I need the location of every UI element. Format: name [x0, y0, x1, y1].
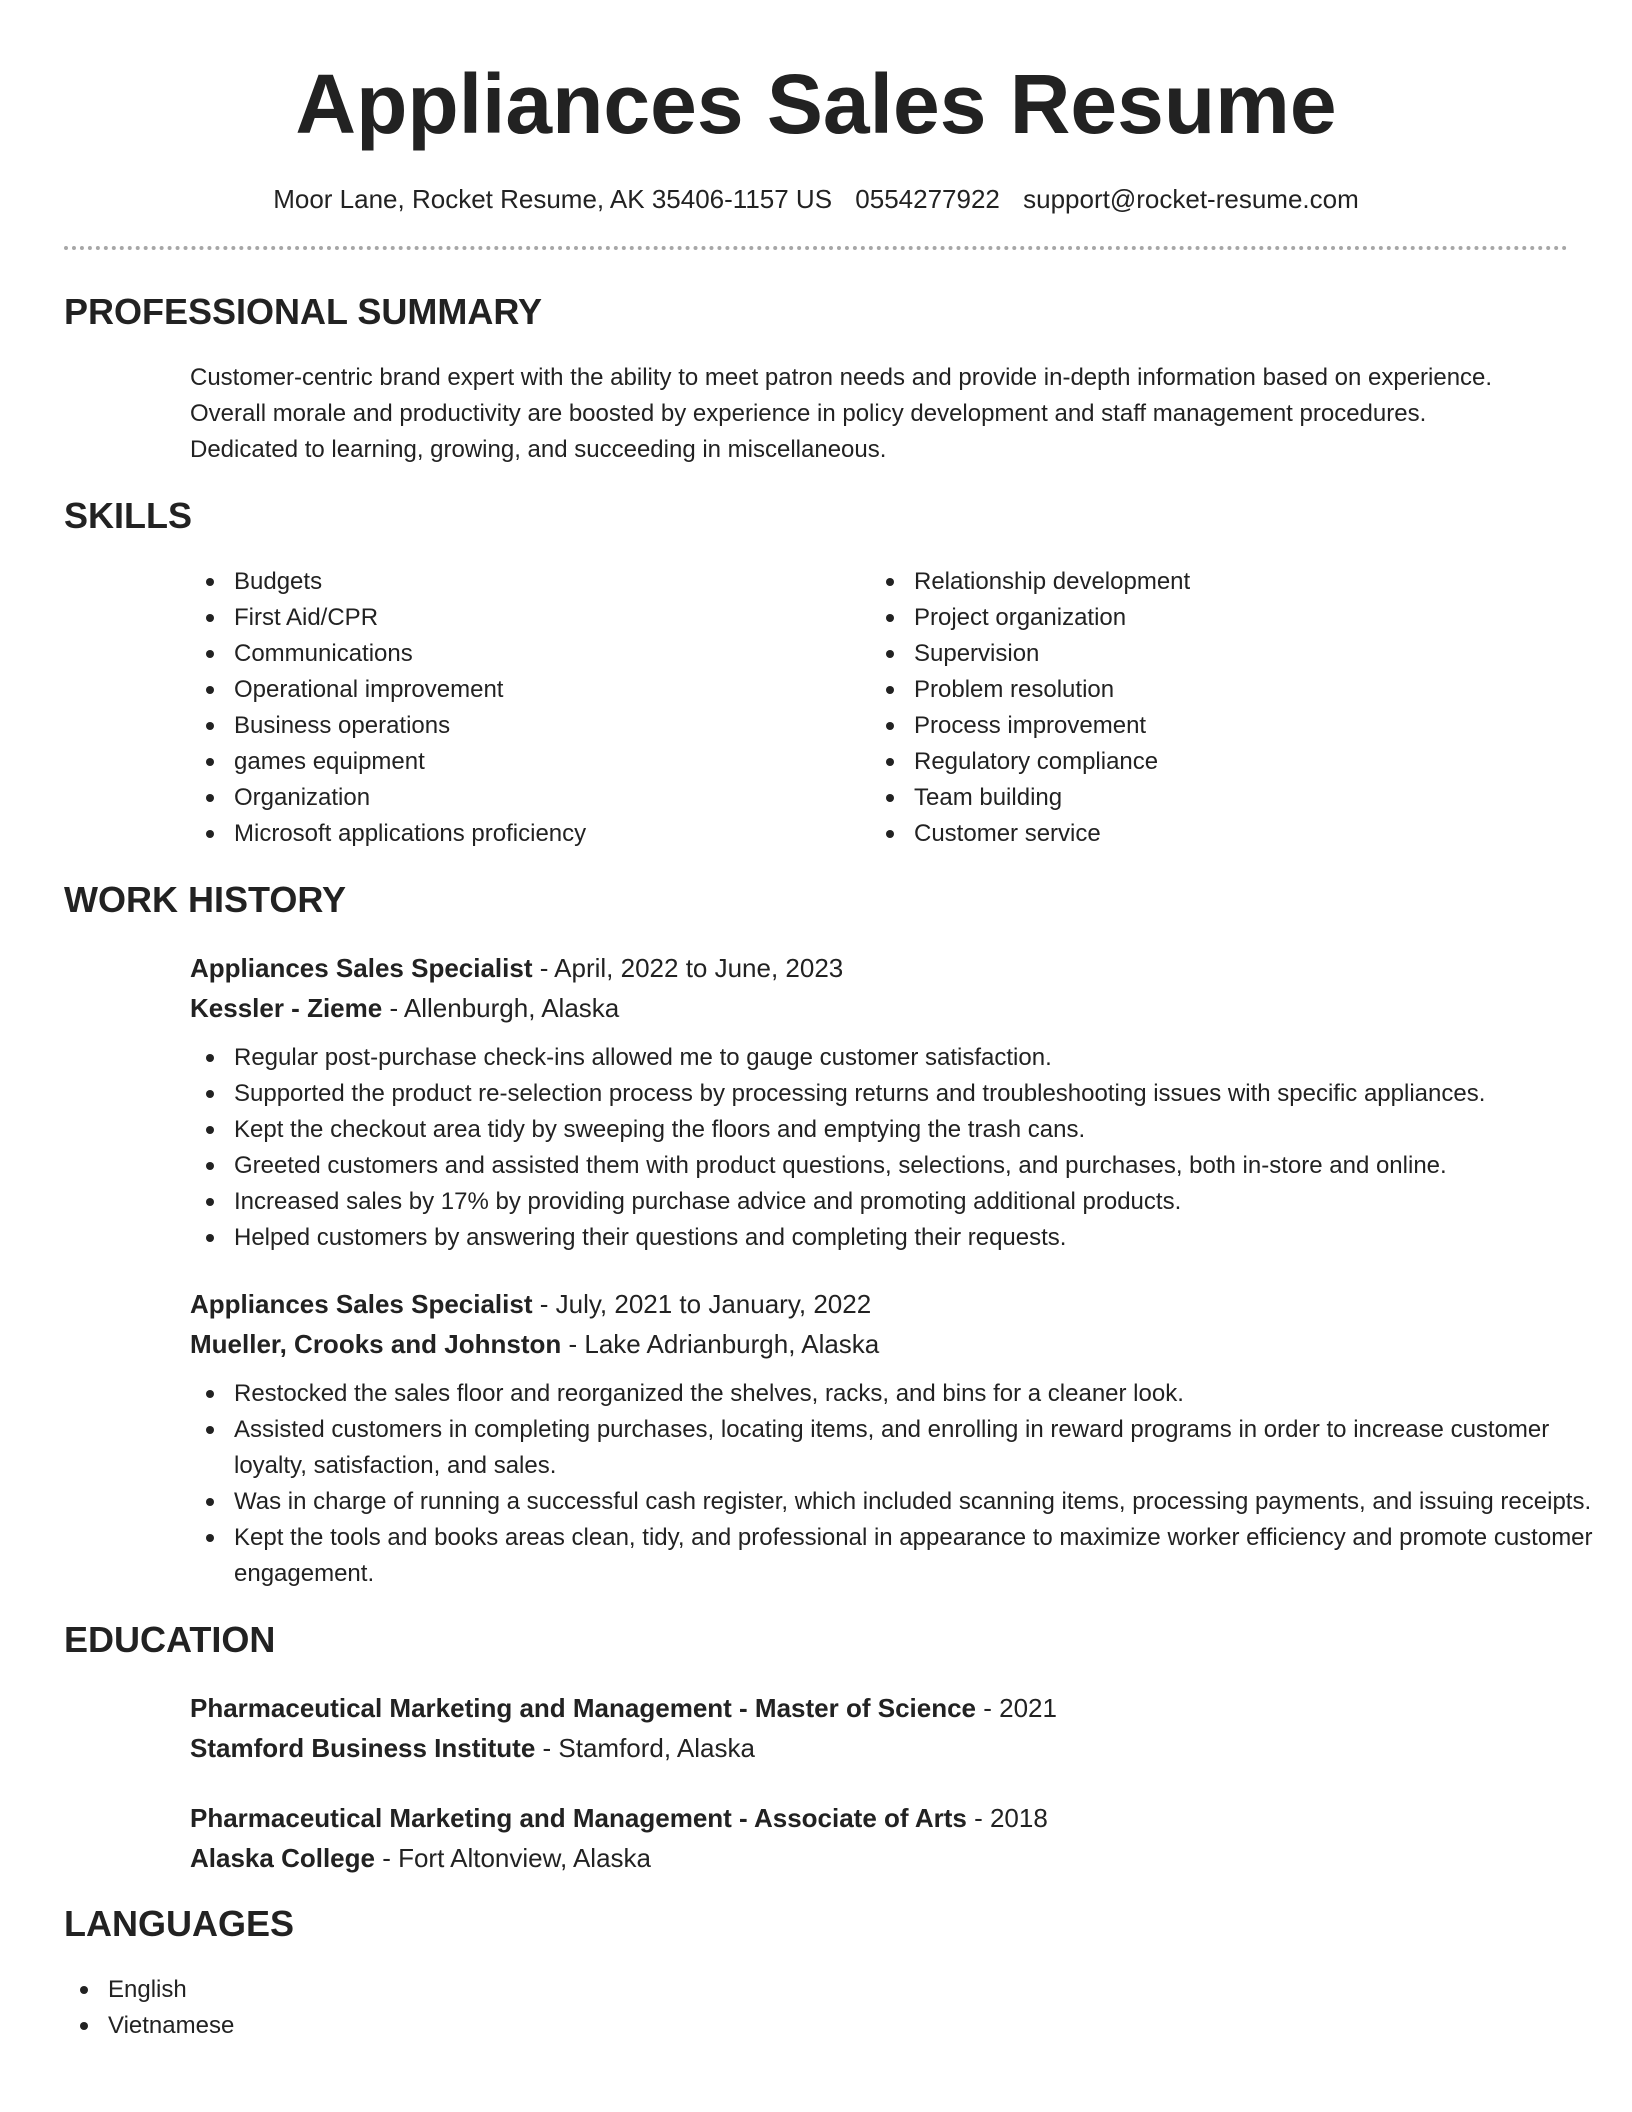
skill-label: Regulatory compliance — [914, 748, 1159, 775]
bullet-dot — [886, 830, 894, 838]
bullet-dot — [206, 1390, 214, 1398]
job-company: Mueller, Crooks and Johnston — [190, 1329, 562, 1359]
education-degree: Pharmaceutical Marketing and Management - Associate of Arts — [190, 1803, 967, 1833]
skill-item — [870, 636, 1550, 672]
education-year: - 2018 — [966, 1803, 1048, 1833]
language-item — [64, 1972, 1568, 2008]
job-bullet-text: Kept the tools and books areas clean, tidy, and professional in appearance to maximize worker efficiency and promote customer engagement. — [234, 1524, 1593, 1587]
bullet-dot — [206, 650, 214, 658]
education-school-line — [190, 1838, 1568, 1878]
skill-item — [870, 780, 1550, 816]
bullet-dot — [206, 578, 214, 586]
summary-text — [190, 360, 1610, 468]
contact-address: Moor Lane, Rocket Resume, AK 35406-1157 US — [273, 184, 833, 214]
skill-label: Supervision — [914, 640, 1040, 667]
education-heading: EDUCATION — [64, 1619, 276, 1660]
job-bullet-text: Supported the product re-selection process by processing returns and troubleshooting issues with specific appliances. — [234, 1080, 1486, 1107]
job-dates: - July, 2021 to January, 2022 — [532, 1289, 872, 1319]
education-degree-line — [190, 1798, 1568, 1838]
language-item — [64, 2008, 1568, 2044]
job-entry — [190, 1284, 1593, 1592]
skill-item — [190, 672, 870, 708]
skills-column-left — [190, 564, 870, 852]
job-bullet-text: Restocked the sales floor and reorganized the shelves, racks, and bins for a cleaner look. — [234, 1380, 1184, 1407]
job-title-line — [190, 1284, 1568, 1324]
skill-item — [870, 744, 1550, 780]
job-bullet — [190, 1412, 1610, 1484]
skill-label: Problem resolution — [914, 676, 1115, 703]
skill-label: Business operations — [234, 712, 451, 739]
skill-item — [870, 816, 1550, 852]
skill-label: Microsoft applications proficiency — [234, 820, 587, 847]
job-bullet-text: Was in charge of running a successful cash register, which included scanning items, processing payments, and issuing receipts. — [234, 1488, 1592, 1515]
contact-line — [64, 182, 1568, 216]
languages-list — [64, 1972, 1568, 2044]
language-label: English — [108, 1976, 187, 2003]
skill-item — [190, 600, 870, 636]
bullet-dot — [886, 722, 894, 730]
skill-label: Team building — [914, 784, 1063, 811]
bullet-dot — [886, 758, 894, 766]
skill-label: Budgets — [234, 568, 323, 595]
job-company-line — [190, 1324, 1568, 1364]
skill-item — [190, 816, 870, 852]
education-school: Stamford Business Institute — [190, 1733, 536, 1763]
job-bullet — [190, 1040, 1610, 1076]
bullet-dot — [206, 686, 214, 694]
bullet-dot — [80, 1986, 88, 1994]
summary-heading: PROFESSIONAL SUMMARY — [64, 291, 543, 332]
education-school: Alaska College — [190, 1843, 375, 1873]
education-location: - Fort Altonview, Alaska — [374, 1843, 651, 1873]
bullet-dot — [206, 830, 214, 838]
education-entry — [190, 1688, 1568, 1768]
bullet-dot — [206, 1162, 214, 1170]
bullet-dot — [886, 686, 894, 694]
job-location: - Lake Adrianburgh, Alaska — [561, 1329, 880, 1359]
skill-item — [870, 600, 1550, 636]
work-history-heading: WORK HISTORY — [64, 879, 347, 920]
education-school-line — [190, 1728, 1568, 1768]
skill-label: First Aid/CPR — [234, 604, 379, 631]
education-degree: Pharmaceutical Marketing and Management - Master of Science — [190, 1693, 977, 1723]
bullet-dot — [206, 758, 214, 766]
resume-title: Appliances Sales Resume — [295, 57, 1337, 151]
skill-item — [870, 672, 1550, 708]
job-entry — [190, 948, 1568, 1256]
job-company-line — [190, 988, 1568, 1028]
job-bullet — [190, 1376, 1610, 1412]
skill-item — [190, 564, 870, 600]
job-bullet — [190, 1076, 1610, 1112]
skill-label: Project organization — [914, 604, 1127, 631]
bullet-dot — [206, 614, 214, 622]
bullet-dot — [886, 614, 894, 622]
bullet-dot — [886, 578, 894, 586]
job-bullet-text: Greeted customers and assisted them with product questions, selections, and purchases, both in-store and online. — [234, 1152, 1447, 1179]
skill-label: Organization — [234, 784, 371, 811]
skill-item — [190, 780, 870, 816]
job-title: Appliances Sales Specialist — [190, 953, 533, 983]
education-degree-line — [190, 1688, 1568, 1728]
skill-label: games equipment — [234, 748, 425, 775]
summary-line: Overall morale and productivity are boosted by experience in policy development and staff management procedures. — [190, 400, 1427, 427]
bullet-dot — [206, 1198, 214, 1206]
contact-email: support@rocket-resume.com — [1023, 184, 1359, 214]
job-bullets — [190, 1376, 1610, 1592]
summary-line: Customer-centric brand expert with the ability to meet patron needs and provide in-depth information based on experience. — [190, 364, 1493, 391]
skill-item — [870, 708, 1550, 744]
education-location: - Stamford, Alaska — [535, 1733, 755, 1763]
job-bullet — [190, 1220, 1610, 1256]
skill-item — [190, 708, 870, 744]
job-bullet — [190, 1484, 1610, 1520]
job-bullet-text: Increased sales by 17% by providing purchase advice and promoting additional products. — [234, 1188, 1182, 1215]
job-bullet-text: Regular post-purchase check-ins allowed me to gauge customer satisfaction. — [234, 1044, 1052, 1071]
skill-label: Operational improvement — [234, 676, 504, 703]
bullet-dot — [206, 1054, 214, 1062]
summary-line: Dedicated to learning, growing, and succeeding in miscellaneous. — [190, 436, 887, 463]
job-bullet — [190, 1148, 1610, 1184]
bullet-dot — [206, 794, 214, 802]
job-location: - Allenburgh, Alaska — [382, 993, 620, 1023]
bullet-dot — [80, 2022, 88, 2030]
job-bullet — [190, 1112, 1610, 1148]
skill-item — [190, 744, 870, 780]
skill-item — [870, 564, 1550, 600]
skill-label: Relationship development — [914, 568, 1191, 595]
bullet-dot — [886, 794, 894, 802]
job-dates: - April, 2022 to June, 2023 — [532, 953, 844, 983]
job-bullet — [190, 1184, 1610, 1220]
bullet-dot — [206, 722, 214, 730]
job-bullet — [190, 1520, 1610, 1592]
bullet-dot — [206, 1534, 214, 1542]
bullet-dot — [206, 1498, 214, 1506]
language-label: Vietnamese — [108, 2012, 235, 2039]
header-divider — [64, 246, 1568, 250]
bullet-dot — [206, 1090, 214, 1098]
languages-heading: LANGUAGES — [64, 1903, 295, 1944]
bullet-dot — [206, 1126, 214, 1134]
job-bullets — [190, 1040, 1610, 1256]
skills-column-right — [870, 564, 1550, 852]
education-entry — [190, 1798, 1568, 1878]
skills-grid — [190, 564, 1570, 852]
skill-label: Communications — [234, 640, 413, 667]
bullet-dot — [206, 1234, 214, 1242]
job-bullet-text: Assisted customers in completing purchases, locating items, and enrolling in reward programs in order to increase customer loyalty, satisfaction, and sales. — [234, 1416, 1550, 1479]
skill-label: Customer service — [914, 820, 1101, 847]
bullet-dot — [206, 1426, 214, 1434]
bullet-dot — [886, 650, 894, 658]
job-title: Appliances Sales Specialist — [190, 1289, 533, 1319]
job-title-line — [190, 948, 1568, 988]
skill-item — [190, 636, 870, 672]
skills-heading: SKILLS — [64, 495, 193, 536]
education-year: - 2021 — [976, 1693, 1057, 1723]
skill-label: Process improvement — [914, 712, 1147, 739]
job-bullet-text: Kept the checkout area tidy by sweeping the floors and emptying the trash cans. — [234, 1116, 1086, 1143]
job-bullet-text: Helped customers by answering their questions and completing their requests. — [234, 1224, 1067, 1251]
job-company: Kessler - Zieme — [190, 993, 383, 1023]
contact-phone: 0554277922 — [855, 184, 1000, 214]
